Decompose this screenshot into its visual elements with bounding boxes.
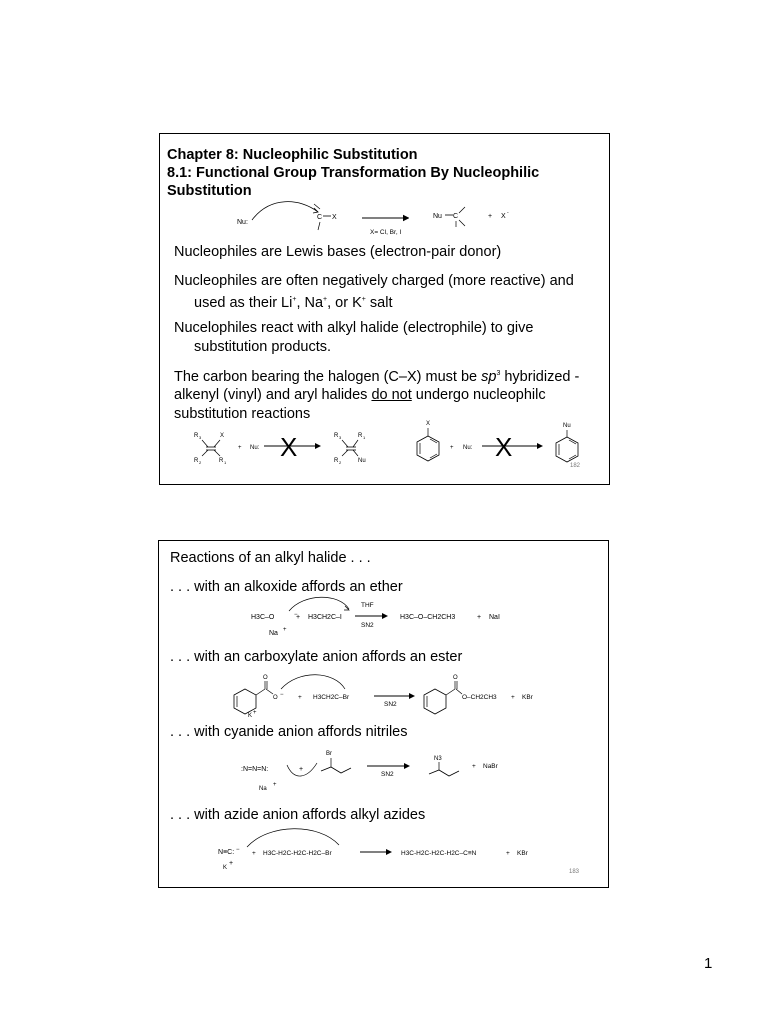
svg-text:NaBr: NaBr [483,763,498,770]
svg-text:O: O [453,675,458,681]
svg-text:+: + [273,782,277,788]
bullet-sp3-requirement: The carbon bearing the halogen (C–X) must be $sp^3$ hybridized - alkenyl (vinyl) and aryl halides do not undergo nucleophilc substitution reactions [174,368,580,422]
svg-text:+: + [506,850,510,857]
svg-text:3: 3 [199,435,202,440]
svg-text:R: R [219,458,224,464]
svg-text:KBr: KBr [522,694,533,701]
reaction-4-label: . . . with azide anion affords alkyl azides [170,807,426,823]
svg-text:R: R [334,433,339,439]
svg-text:X: X [426,421,431,427]
reaction-3-label: . . . with cyanide anion affords nitriles [170,724,408,740]
svg-text:+: + [253,710,257,716]
reaction-2-label: . . . with an carboxylate anion affords an ester [170,649,463,665]
svg-text:H3C-H2C-H2C-H2C–Br: H3C-H2C-H2C-H2C–Br [263,850,332,857]
slide-page-number: 182 [570,463,581,469]
svg-text:K: K [223,865,228,871]
no-reaction-cross: X [280,432,298,462]
svg-text:Nu:: Nu: [463,445,473,451]
svg-text:O: O [263,675,268,681]
svg-text:+: + [298,694,302,701]
scheme-nu: Nu: [237,219,248,226]
svg-text:+: + [299,766,304,773]
svg-text:R: R [358,433,363,439]
scheme-c: C [317,214,323,221]
title-line-1: Chapter 8: Nucleophilic Substitution [167,147,418,163]
svg-text:H3C–O: H3C–O [251,614,275,621]
svg-text:+: + [229,860,234,867]
svg-text:R: R [194,458,199,464]
scheme-plus: + [488,213,493,220]
slide-183 [158,540,609,888]
svg-text:SN2: SN2 [384,701,397,708]
svg-text:Na: Na [259,786,267,792]
bullet-lewis-bases: Nucleophiles are Lewis bases (electron-pair donor) [174,244,502,260]
scheme-x: X [332,214,337,221]
svg-text:THF: THF [361,602,374,609]
svg-text:K: K [248,713,253,719]
svg-text:-: - [507,210,509,216]
svg-text:3: 3 [339,435,342,440]
title-line-2: 8.1: Functional Group Transformation By Nucleophilic [167,165,540,181]
bullet-negatively-charged: Nucleophiles are often negatively charged (more reactive) and used as their Li+, Na+, or K+ salt [174,273,574,311]
reaction-1-label: . . . with an alkoxide affords an ether [170,579,403,595]
svg-text:1: 1 [224,460,227,465]
slide-heading: Reactions of an alkyl halide . . . [170,550,371,566]
svg-text:KBr: KBr [517,850,528,857]
svg-text:Na: Na [269,630,278,637]
svg-text:H3C–O–CH2CH3: H3C–O–CH2CH3 [400,614,456,621]
svg-text:+: + [511,694,515,701]
scheme-x-note: X= Cl, Br, I [370,229,402,236]
svg-text:+: + [296,614,301,621]
title-line-3: Substitution [167,183,252,199]
svg-text:+: + [450,445,454,451]
bullet-substitution-products: Nucelophiles react with alkyl halide (electrophile) to give substitution products. [174,320,534,355]
svg-text:H3CH2C–I: H3CH2C–I [308,614,342,621]
svg-text:+: + [252,850,256,857]
svg-text:−: − [236,847,240,853]
svg-text:−: − [294,612,298,618]
svg-text:R: R [194,433,199,439]
svg-text:+: + [472,763,476,770]
svg-text:SN2: SN2 [381,771,394,778]
slide-182 [159,133,610,485]
svg-text:N≡C:: N≡C: [218,849,235,856]
svg-text:Nu: Nu [563,423,571,429]
svg-text:2: 2 [199,460,202,465]
svg-text:SN2: SN2 [361,622,374,629]
aryl-halide-scheme [160,134,611,486]
svg-text:R: R [334,458,339,464]
scheme-product-nu: Nu [433,213,442,220]
scheme-leaving: X [501,213,506,220]
slide-page-number: 183 [569,869,580,875]
svg-text::N=N=N:: :N=N=N: [241,766,269,773]
svg-text:2: 2 [339,460,342,465]
scheme-product-c: C [453,213,459,220]
svg-text:H3CH2C–Br: H3CH2C–Br [313,694,350,701]
no-reaction-cross: X [495,432,513,462]
svg-text:X: X [220,433,225,439]
svg-text:−: − [280,692,284,698]
svg-text:+: + [477,614,482,621]
svg-text:N3: N3 [434,756,442,762]
svg-text:+: + [283,627,287,633]
svg-text:O: O [273,695,278,701]
document-page-number: 1 [704,955,713,972]
svg-text:1: 1 [363,435,366,440]
svg-text:O–CH2CH3: O–CH2CH3 [462,694,497,701]
svg-text:+: + [238,445,242,451]
svg-text:Nu:: Nu: [250,445,260,451]
reaction-schemes [159,541,610,889]
svg-text:Br: Br [326,751,332,757]
svg-text:Nu: Nu [358,458,366,464]
svg-text:NaI: NaI [489,614,500,621]
svg-text:H3C-H2C-H2C-H2C–C≡N: H3C-H2C-H2C-H2C–C≡N [401,850,477,857]
